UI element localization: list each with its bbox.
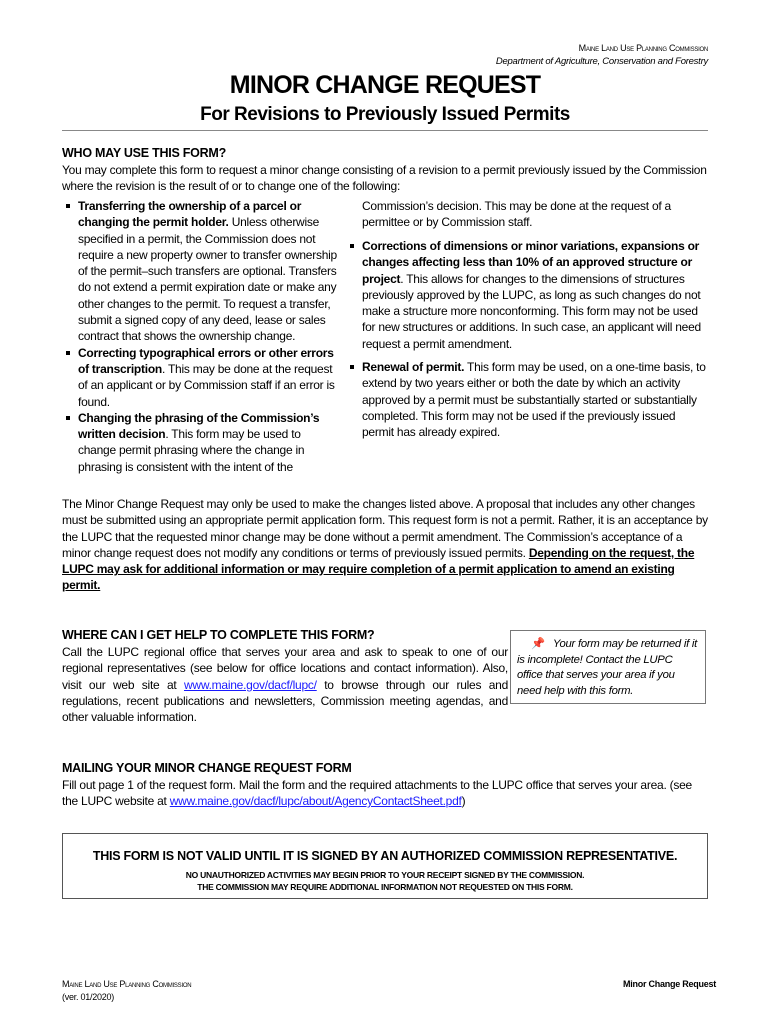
notice-main: THIS FORM IS NOT VALID UNTIL IT IS SIGNED BY AN AUTHORIZED COMMISSION REPRESENTATIVE. — [92, 849, 678, 863]
lupc-website-link[interactable]: www.maine.gov/dacf/lupc/ — [183, 677, 317, 692]
page-header — [496, 42, 708, 68]
mailing-paragraph — [62, 777, 710, 810]
title-divider — [62, 130, 708, 131]
list-item — [346, 359, 706, 440]
item-text: . This form may be used to change permit phrasing where the change in phrasing is consistent with the intent of the — [78, 427, 305, 474]
list-item — [62, 198, 340, 345]
who-intro: You may complete this form to request a minor change consisting of a revision to a permit previously issued by the Commission where the revision is the result of or to change one of the following: — [62, 163, 707, 194]
page-title: MINOR CHANGE REQUEST — [229, 71, 541, 99]
mailing-text: Fill out page 1 of the request form. Mail the form and the required attachments to the LUPC office that serves your area. (see the LUPC website at — [62, 778, 692, 809]
item-text: . This allows for changes to the dimensions of structures previously approved by the LUPC, as long as such changes do not make a structure more nonconforming. This form may not be used for new structures or additions. In such case, an applicant will need request a permit amendment. — [362, 271, 701, 351]
validity-notice-box — [62, 833, 708, 899]
list-item — [346, 238, 706, 352]
item-text: This form may be used, on a one-time basis, to extend by two years either or both the date by which an activity approved by a permit must be substantially started or substantially completed. This form may not be used if the previously issued permit has already expired. — [362, 360, 706, 440]
help-text: to browse through our rules and regulations, recent publications and newsletters, Commission meeting agendas, and other valuable information. — [62, 677, 509, 725]
note-text: Your form may be returned if it is incomplete! Contact the LUPC office that serves your area if you need help with this form. — [517, 638, 698, 697]
pushpin-icon: 📌 — [531, 638, 545, 650]
footer-form-name: Minor Change Request — [622, 979, 716, 989]
item-bold: Correcting typographical errors or other errors of transcription — [78, 345, 334, 376]
help-paragraph — [62, 644, 508, 725]
item-bold: Transferring the ownership of a parcel or changing the permit holder. — [78, 199, 302, 230]
usage-paragraph — [62, 496, 710, 594]
paragraph-text: The Minor Change Request may only be used to make the changes listed above. A proposal that includes any other changes must be submitted using an appropriate permit application form. This request form is not a permit. Rather, it is an acceptance by the LUPC that the requested minor change may be done without a permit amendment. The Commission’s acceptance of a minor change request does not modify any conditions or terms of previously issued permits. — [62, 497, 708, 560]
help-text: Call the LUPC regional office that serves your area and ask to speak to one of our regional representatives (see below for office locations and contact information). Also, visit our web site at — [62, 645, 508, 692]
notice-line-1: NO UNAUTHORIZED ACTIVITIES MAY BEGIN PRIOR TO YOUR RECEIPT SIGNED BY THE COMMISSION. — [185, 870, 585, 881]
item-bold: Renewal of permit. — [362, 360, 465, 375]
item-bold: Corrections of dimensions or minor variations, expansions or changes affecting less than 10% of an approved structure or project — [362, 239, 700, 286]
list-item — [62, 345, 340, 410]
right-bullet-list — [346, 238, 706, 441]
header-department: Department of Agriculture, Conservation and Forestry — [495, 56, 708, 67]
item-bold: Changing the phrasing of the Commission’s written decision — [78, 410, 320, 442]
mailing-text: ) — [461, 794, 466, 809]
list-item — [62, 410, 340, 475]
mailing-heading: MAILING YOUR MINOR CHANGE REQUEST FORM — [62, 761, 352, 775]
right-continuation: Commission’s decision. This may be done at the request of a permittee or by Commission staff. — [362, 199, 671, 230]
paragraph-emphasis: Depending on the request, the LUPC may ask for additional information or may require completion of a permit application to amend an existing permit. — [62, 545, 695, 593]
incomplete-form-note — [510, 630, 706, 704]
footer-org: Maine Land Use Planning Commission — [62, 979, 192, 989]
footer-left — [62, 978, 191, 1004]
page-subtitle: For Revisions to Previously Issued Permits — [200, 104, 570, 125]
help-heading: WHERE CAN I GET HELP TO COMPLETE THIS FORM? — [62, 628, 375, 642]
header-org: Maine Land Use Planning Commission — [578, 43, 708, 53]
contact-sheet-link[interactable]: www.maine.gov/dacf/lupc/about/AgencyContactSheet.pdf — [169, 794, 462, 809]
footer-version: (ver. 01/2020) — [62, 992, 115, 1002]
item-text: . This may be done at the request of an applicant or by Commission staff if an error is found. — [78, 361, 335, 409]
item-text: Unless otherwise specified in a permit, the Commission does not require a new property owner to transfer ownership of the permit–such transfers are optional. Transfers do not extend a permit expiration date or make any other changes to the permit. To request a transfer, submit a signed copy of any deed, lease or sales contract that shows the ownership change. — [78, 215, 337, 344]
notice-line-2: THE COMMISSION MAY REQUIRE ADDITIONAL INFORMATION NOT REQUESTED ON THIS FORM. — [197, 882, 573, 893]
left-bullet-list — [62, 198, 340, 475]
who-heading: WHO MAY USE THIS FORM? — [62, 146, 226, 160]
